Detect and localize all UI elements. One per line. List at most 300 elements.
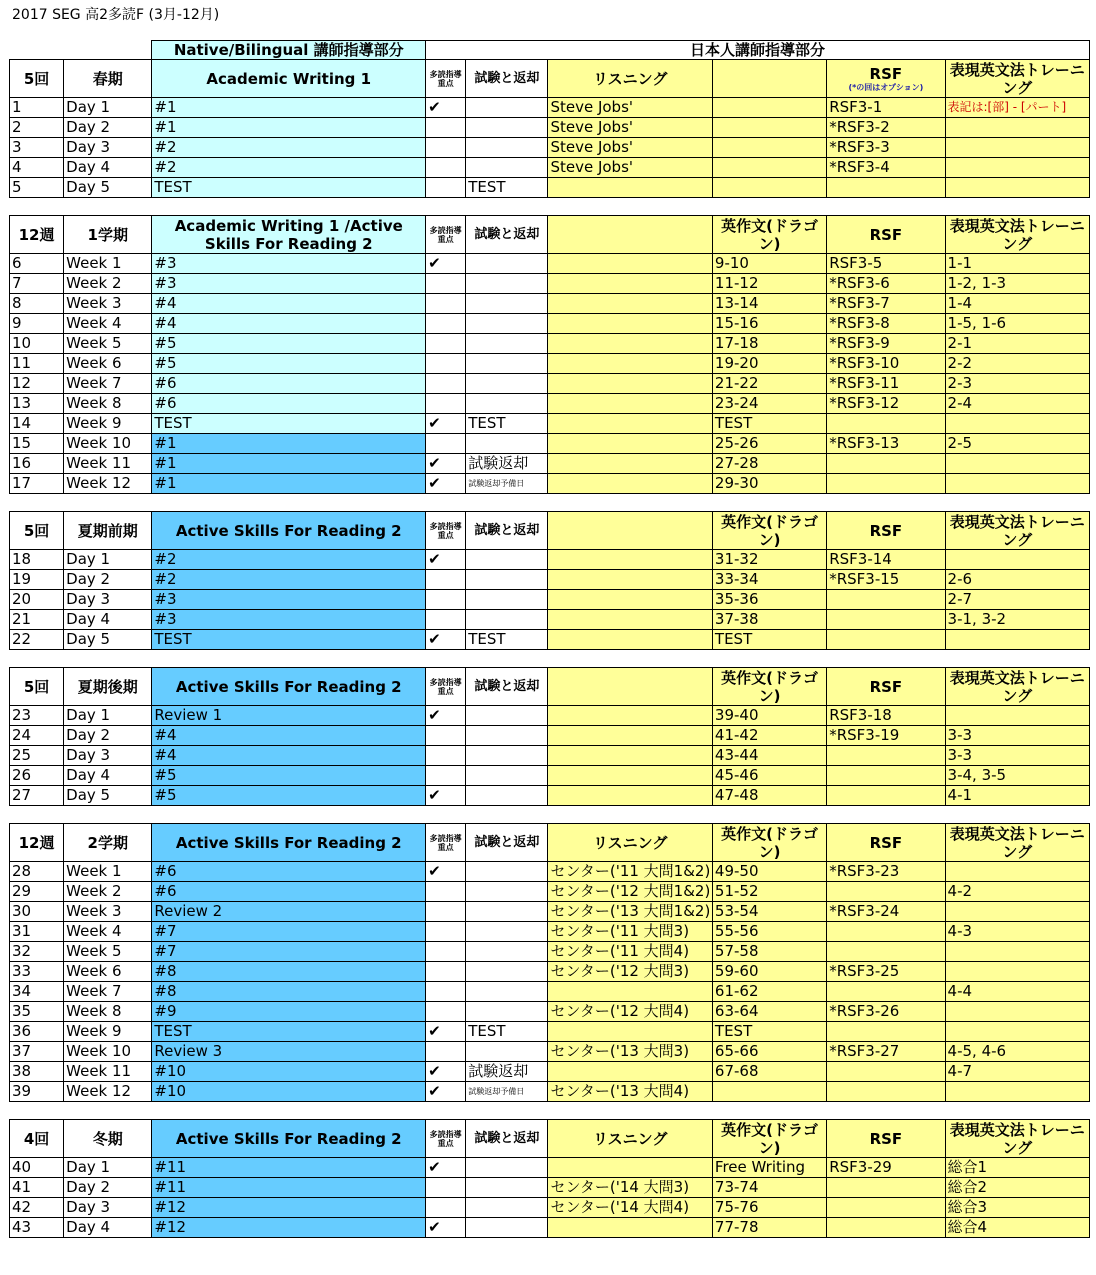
row-book-unit: #1 xyxy=(152,118,426,138)
row-grammar xyxy=(945,138,1090,158)
document-title: 2017 SEG 高2多読F (3月-12月) xyxy=(12,7,220,23)
row-grammar: 1-2, 1-3 xyxy=(945,274,1089,294)
checkmark-icon: ✔ xyxy=(426,1218,466,1238)
section-header-row xyxy=(10,668,1090,706)
row-book-unit: #3 xyxy=(152,274,426,294)
checkmark-icon xyxy=(426,570,466,590)
row-session: Week 4 xyxy=(64,314,152,334)
col-header-points: 多読指導重点 xyxy=(426,668,466,706)
row-grammar: 2-1 xyxy=(945,334,1089,354)
checkmark-icon xyxy=(426,314,466,334)
row-session: Day 1 xyxy=(64,1158,152,1178)
table-row xyxy=(10,334,1090,354)
row-test xyxy=(466,922,548,942)
col-header-grammar: 表現英文法トレーニング xyxy=(945,824,1089,862)
row-session: Week 6 xyxy=(64,962,152,982)
row-book-unit: #4 xyxy=(152,314,426,334)
col-header-composition: 英作文(ドラゴン) xyxy=(712,824,826,862)
row-rsf: *RSF3-9 xyxy=(827,334,945,354)
row-number: 34 xyxy=(10,982,64,1002)
row-rsf xyxy=(827,630,945,650)
section-book-title: Academic Writing 1 /Active Skills For Reading 2 xyxy=(152,216,426,254)
row-test xyxy=(466,726,548,746)
section-header-row xyxy=(10,1120,1090,1158)
row-book-unit: #6 xyxy=(152,862,426,882)
row-listening xyxy=(548,766,712,786)
row-composition: Free Writing xyxy=(712,1158,826,1178)
row-book-unit: #7 xyxy=(152,922,426,942)
row-listening xyxy=(548,1218,712,1238)
row-rsf: *RSF3-2 xyxy=(827,118,945,138)
col-header-rsf xyxy=(827,1120,945,1158)
checkmark-icon: ✔ xyxy=(426,786,466,806)
row-listening: センター('14 大問4) xyxy=(548,1198,712,1218)
row-listening xyxy=(548,982,712,1002)
row-listening xyxy=(548,570,712,590)
row-grammar xyxy=(945,1002,1089,1022)
row-book-unit: TEST xyxy=(152,630,426,650)
row-test xyxy=(466,706,548,726)
row-book-unit: #4 xyxy=(152,726,426,746)
row-number: 20 xyxy=(10,590,64,610)
row-rsf: RSF3-14 xyxy=(827,550,945,570)
row-composition: 59-60 xyxy=(712,962,826,982)
row-number: 4 xyxy=(10,158,64,178)
checkmark-icon: ✔ xyxy=(426,1022,466,1042)
row-test xyxy=(466,570,548,590)
row-listening: Steve Jobs' xyxy=(548,118,712,138)
col-header-rsf-label: RSF xyxy=(869,225,903,244)
table-row xyxy=(10,98,1090,118)
row-listening xyxy=(548,454,712,474)
row-listening: センター('13 大問4) xyxy=(548,1082,712,1102)
row-book-unit: #6 xyxy=(152,882,426,902)
row-listening: Steve Jobs' xyxy=(548,158,712,178)
col-header-composition: 英作文(ドラゴン) xyxy=(712,216,826,254)
checkmark-icon: ✔ xyxy=(426,1082,466,1102)
checkmark-icon: ✔ xyxy=(426,630,466,650)
row-session: Week 10 xyxy=(64,1042,152,1062)
row-composition xyxy=(712,1082,826,1102)
row-grammar xyxy=(945,118,1090,138)
row-number: 40 xyxy=(10,1158,64,1178)
row-composition: 75-76 xyxy=(712,1198,826,1218)
col-header-listening xyxy=(548,512,712,550)
row-session: Day 2 xyxy=(64,726,152,746)
row-test xyxy=(466,902,548,922)
row-listening xyxy=(548,294,712,314)
row-composition: 23-24 xyxy=(712,394,826,414)
row-grammar: 総合1 xyxy=(945,1158,1089,1178)
row-number: 10 xyxy=(10,334,64,354)
row-rsf: *RSF3-7 xyxy=(827,294,945,314)
row-rsf xyxy=(827,1198,945,1218)
section-table xyxy=(9,823,1090,1102)
row-listening xyxy=(548,354,712,374)
rsf-option-note: (*の回はオプション) xyxy=(848,83,924,92)
row-rsf: RSF3-5 xyxy=(827,254,945,274)
row-number: 35 xyxy=(10,1002,64,1022)
row-number: 41 xyxy=(10,1178,64,1198)
row-grammar: 4-1 xyxy=(945,786,1089,806)
row-listening: センター('11 大問4) xyxy=(548,942,712,962)
col-header-test: 試験と返却 xyxy=(466,60,548,98)
row-book-unit: #8 xyxy=(152,982,426,1002)
row-test: 試験返却予備日 xyxy=(466,1082,548,1102)
col-header-points: 多読指導重点 xyxy=(426,824,466,862)
row-composition: 49-50 xyxy=(712,862,826,882)
col-header-rsf xyxy=(827,60,945,98)
checkmark-icon: ✔ xyxy=(426,706,466,726)
section-header-row xyxy=(10,512,1090,550)
checkmark-icon xyxy=(426,1042,466,1062)
table-row xyxy=(10,1082,1090,1102)
row-composition xyxy=(712,178,826,198)
checkmark-icon: ✔ xyxy=(426,1158,466,1178)
checkmark-icon: ✔ xyxy=(426,550,466,570)
row-grammar xyxy=(945,454,1089,474)
row-grammar: 4-2 xyxy=(945,882,1089,902)
table-row xyxy=(10,766,1090,786)
row-test xyxy=(466,354,548,374)
row-number: 38 xyxy=(10,1062,64,1082)
row-test xyxy=(466,766,548,786)
row-rsf: *RSF3-3 xyxy=(827,138,945,158)
row-rsf: *RSF3-4 xyxy=(827,158,945,178)
row-composition: TEST xyxy=(712,630,826,650)
row-number: 19 xyxy=(10,570,64,590)
row-rsf xyxy=(827,414,945,434)
row-number: 18 xyxy=(10,550,64,570)
row-composition: 41-42 xyxy=(712,726,826,746)
row-composition: 17-18 xyxy=(712,334,826,354)
section-header-row xyxy=(10,824,1090,862)
row-rsf: *RSF3-8 xyxy=(827,314,945,334)
row-test xyxy=(466,862,548,882)
checkmark-icon: ✔ xyxy=(426,862,466,882)
row-session: Week 4 xyxy=(64,922,152,942)
row-rsf: *RSF3-10 xyxy=(827,354,945,374)
checkmark-icon xyxy=(426,962,466,982)
col-header-points: 多読指導重点 xyxy=(426,512,466,550)
row-session: Day 2 xyxy=(64,570,152,590)
row-session: Week 8 xyxy=(64,394,152,414)
col-header-rsf-label: RSF xyxy=(869,65,903,83)
row-listening xyxy=(548,414,712,434)
row-test xyxy=(466,434,548,454)
row-composition: 55-56 xyxy=(712,922,826,942)
row-rsf xyxy=(827,766,945,786)
checkmark-icon xyxy=(426,1198,466,1218)
row-rsf xyxy=(827,1218,945,1238)
col-header-rsf-label: RSF xyxy=(869,1129,903,1148)
checkmark-icon xyxy=(426,294,466,314)
row-composition: 13-14 xyxy=(712,294,826,314)
row-test: TEST xyxy=(466,1022,548,1042)
row-number: 13 xyxy=(10,394,64,414)
table-row xyxy=(10,726,1090,746)
row-number: 23 xyxy=(10,706,64,726)
row-book-unit: TEST xyxy=(152,1022,426,1042)
row-test: 試験返却 xyxy=(466,454,548,474)
row-book-unit: #2 xyxy=(152,570,426,590)
row-grammar: 4-3 xyxy=(945,922,1089,942)
row-rsf xyxy=(827,942,945,962)
japanese-instructor-header: 日本人講師指導部分 xyxy=(426,41,1090,60)
row-grammar xyxy=(945,706,1089,726)
table-row xyxy=(10,1022,1090,1042)
row-rsf: *RSF3-23 xyxy=(827,862,945,882)
row-number: 8 xyxy=(10,294,64,314)
table-row xyxy=(10,374,1090,394)
col-header-test: 試験と返却 xyxy=(466,1120,548,1158)
row-composition xyxy=(712,158,826,178)
row-test xyxy=(466,1178,548,1198)
row-grammar: 3-4, 3-5 xyxy=(945,766,1089,786)
col-header-listening: リスニング xyxy=(548,60,712,98)
section-count: 5回 xyxy=(10,60,64,98)
row-book-unit: #1 xyxy=(152,98,426,118)
row-grammar: 2-2 xyxy=(945,354,1089,374)
row-listening: センター('12 大問3) xyxy=(548,962,712,982)
row-book-unit: #5 xyxy=(152,354,426,374)
table-row xyxy=(10,630,1090,650)
row-book-unit: #8 xyxy=(152,962,426,982)
row-rsf xyxy=(827,746,945,766)
table-row xyxy=(10,962,1090,982)
row-book-unit: #1 xyxy=(152,454,426,474)
row-session: Day 3 xyxy=(64,590,152,610)
row-session: Week 7 xyxy=(64,374,152,394)
col-header-composition: 英作文(ドラゴン) xyxy=(712,668,826,706)
row-session: Week 1 xyxy=(64,862,152,882)
section-count: 5回 xyxy=(10,512,64,550)
row-test xyxy=(466,314,548,334)
row-number: 33 xyxy=(10,962,64,982)
table-row xyxy=(10,862,1090,882)
row-session: Week 3 xyxy=(64,294,152,314)
row-book-unit: #5 xyxy=(152,766,426,786)
row-rsf: *RSF3-26 xyxy=(827,1002,945,1022)
row-number: 16 xyxy=(10,454,64,474)
row-number: 3 xyxy=(10,138,64,158)
row-listening xyxy=(548,610,712,630)
row-session: Week 5 xyxy=(64,334,152,354)
row-grammar: 2-3 xyxy=(945,374,1089,394)
table-row xyxy=(10,1062,1090,1082)
row-listening xyxy=(548,314,712,334)
row-test xyxy=(466,882,548,902)
row-book-unit: #5 xyxy=(152,786,426,806)
col-header-rsf-label: RSF xyxy=(869,833,903,852)
checkmark-icon xyxy=(426,982,466,1002)
table-row xyxy=(10,550,1090,570)
section-book-title: Active Skills For Reading 2 xyxy=(152,512,426,550)
row-grammar xyxy=(945,942,1089,962)
row-grammar xyxy=(945,962,1089,982)
row-number: 9 xyxy=(10,314,64,334)
row-composition: 33-34 xyxy=(712,570,826,590)
row-composition: TEST xyxy=(712,414,826,434)
row-composition: 47-48 xyxy=(712,786,826,806)
row-book-unit: #12 xyxy=(152,1198,426,1218)
row-number: 29 xyxy=(10,882,64,902)
row-session: Day 5 xyxy=(64,630,152,650)
row-number: 25 xyxy=(10,746,64,766)
row-grammar: 3-3 xyxy=(945,746,1089,766)
row-rsf: *RSF3-19 xyxy=(827,726,945,746)
row-listening xyxy=(548,274,712,294)
table-row xyxy=(10,1158,1090,1178)
row-test: 試験返却予備日 xyxy=(466,474,548,494)
row-book-unit: Review 3 xyxy=(152,1042,426,1062)
row-composition: 11-12 xyxy=(712,274,826,294)
row-session: Day 4 xyxy=(64,610,152,630)
table-row xyxy=(10,786,1090,806)
row-test: TEST xyxy=(466,178,548,198)
row-composition: 77-78 xyxy=(712,1218,826,1238)
checkmark-icon xyxy=(426,902,466,922)
row-book-unit: TEST xyxy=(152,178,426,198)
row-listening xyxy=(548,706,712,726)
row-number: 6 xyxy=(10,254,64,274)
col-header-rsf xyxy=(827,512,945,550)
row-listening xyxy=(548,726,712,746)
row-session: Week 12 xyxy=(64,1082,152,1102)
row-listening: センター('12 大問1&2) xyxy=(548,882,712,902)
row-grammar: 2-5 xyxy=(945,434,1089,454)
row-grammar: 1-5, 1-6 xyxy=(945,314,1089,334)
row-session: Week 2 xyxy=(64,274,152,294)
checkmark-icon xyxy=(426,1178,466,1198)
row-composition: 25-26 xyxy=(712,434,826,454)
checkmark-icon: ✔ xyxy=(426,454,466,474)
row-composition: 45-46 xyxy=(712,766,826,786)
row-rsf xyxy=(827,1178,945,1198)
row-session: Week 9 xyxy=(64,414,152,434)
row-listening: センター('11 大問1&2) xyxy=(548,862,712,882)
col-header-rsf xyxy=(827,824,945,862)
row-composition: 73-74 xyxy=(712,1178,826,1198)
row-listening xyxy=(548,1062,712,1082)
row-book-unit: #4 xyxy=(152,294,426,314)
row-grammar xyxy=(945,1082,1089,1102)
row-rsf: *RSF3-12 xyxy=(827,394,945,414)
row-grammar: 1-1 xyxy=(945,254,1089,274)
row-number: 14 xyxy=(10,414,64,434)
section-book-title: Active Skills For Reading 2 xyxy=(152,824,426,862)
row-test xyxy=(466,942,548,962)
table-row xyxy=(10,902,1090,922)
col-header-listening: リスニング xyxy=(548,1120,712,1158)
row-test xyxy=(466,254,548,274)
row-session: Day 4 xyxy=(64,158,152,178)
row-session: Day 3 xyxy=(64,746,152,766)
row-grammar: 4-7 xyxy=(945,1062,1089,1082)
row-listening: センター('13 大問1&2) xyxy=(548,902,712,922)
schedule-sections xyxy=(9,40,1090,1238)
row-grammar: 3-1, 3-2 xyxy=(945,610,1089,630)
row-composition xyxy=(712,118,826,138)
col-header-grammar: 表現英文法トレーニング xyxy=(945,512,1089,550)
row-session: Week 3 xyxy=(64,902,152,922)
row-book-unit: #10 xyxy=(152,1082,426,1102)
row-composition: 61-62 xyxy=(712,982,826,1002)
row-session: Week 2 xyxy=(64,882,152,902)
row-rsf xyxy=(827,882,945,902)
row-grammar xyxy=(945,1022,1089,1042)
row-listening: センター('11 大問3) xyxy=(548,922,712,942)
row-grammar xyxy=(945,414,1089,434)
checkmark-icon xyxy=(426,354,466,374)
checkmark-icon xyxy=(426,922,466,942)
row-listening xyxy=(548,334,712,354)
row-listening xyxy=(548,1022,712,1042)
row-test xyxy=(466,274,548,294)
checkmark-icon xyxy=(426,942,466,962)
row-composition: 31-32 xyxy=(712,550,826,570)
row-session: Week 1 xyxy=(64,254,152,274)
row-session: Day 2 xyxy=(64,118,152,138)
table-row xyxy=(10,118,1090,138)
row-session: Day 1 xyxy=(64,706,152,726)
col-header-listening: リスニング xyxy=(548,824,712,862)
row-session: Week 12 xyxy=(64,474,152,494)
row-test xyxy=(466,1042,548,1062)
table-row xyxy=(10,570,1090,590)
row-book-unit: #2 xyxy=(152,158,426,178)
row-test xyxy=(466,962,548,982)
row-session: Day 3 xyxy=(64,138,152,158)
col-header-composition: 英作文(ドラゴン) xyxy=(712,512,826,550)
checkmark-icon: ✔ xyxy=(426,474,466,494)
row-number: 11 xyxy=(10,354,64,374)
row-test xyxy=(466,1218,548,1238)
row-composition: 35-36 xyxy=(712,590,826,610)
checkmark-icon xyxy=(426,726,466,746)
row-listening: Steve Jobs' xyxy=(548,138,712,158)
checkmark-icon: ✔ xyxy=(426,98,466,118)
row-composition: 51-52 xyxy=(712,882,826,902)
row-number: 21 xyxy=(10,610,64,630)
section-book-title: Active Skills For Reading 2 xyxy=(152,668,426,706)
row-rsf xyxy=(827,454,945,474)
row-number: 31 xyxy=(10,922,64,942)
row-rsf: *RSF3-11 xyxy=(827,374,945,394)
table-row xyxy=(10,922,1090,942)
row-grammar: 総合2 xyxy=(945,1178,1089,1198)
table-row xyxy=(10,474,1090,494)
row-grammar: 総合4 xyxy=(945,1218,1089,1238)
checkmark-icon xyxy=(426,766,466,786)
row-number: 1 xyxy=(10,98,64,118)
row-rsf xyxy=(827,178,945,198)
col-header-test: 試験と返却 xyxy=(466,668,548,706)
row-test xyxy=(466,394,548,414)
section-term: 2学期 xyxy=(64,824,152,862)
row-grammar xyxy=(945,158,1090,178)
row-composition: 15-16 xyxy=(712,314,826,334)
checkmark-icon xyxy=(426,118,466,138)
row-book-unit: #2 xyxy=(152,550,426,570)
table-row xyxy=(10,274,1090,294)
table-row xyxy=(10,942,1090,962)
row-grammar xyxy=(945,630,1089,650)
row-listening: Steve Jobs' xyxy=(548,98,712,118)
section-table xyxy=(9,1119,1090,1238)
row-session: Week 11 xyxy=(64,454,152,474)
row-book-unit: #6 xyxy=(152,374,426,394)
